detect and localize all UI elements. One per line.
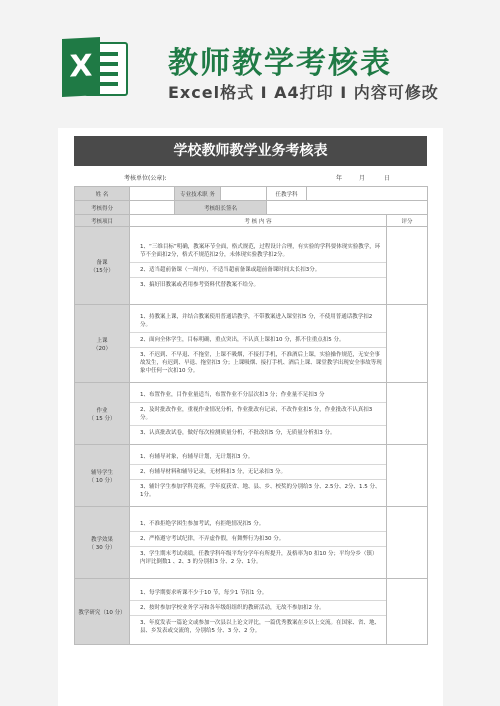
section-name: 辅导学生 [90, 469, 113, 476]
score-input-cell[interactable] [387, 445, 428, 507]
subject-label: 任教学科 [267, 187, 307, 201]
section-points: （ 15 分） [88, 415, 116, 422]
section-name: 教学研究（10 分） [78, 609, 126, 616]
table-row [75, 579, 428, 645]
score-field[interactable] [130, 201, 175, 215]
section-name-cell [75, 579, 130, 645]
criteria-item: 1、持教案上课，并结合教案使用普通话教学，不带教案进入课堂扣5 分，不使用普通话教学扣2分。 [130, 310, 386, 333]
unit-row [74, 170, 427, 184]
col-score-header: 评分 [387, 215, 428, 227]
criteria-item: 2、严格遵守考试纪律，不弄虚作假，有舞弊行为扣30 分。 [130, 532, 386, 547]
criteria-item: 3、辅针学生参加学科竞赛，学年度获省、地、县、乡、校奖的分别给3 分、2.5分、2分、1.5 分、1分。 [140, 483, 381, 498]
criteria-item: 2、有辅导材料和辅导记录，无材料扣3 分，无记录扣3 分。 [130, 465, 386, 480]
section-points: （ 10 分） [88, 477, 116, 484]
col-content-header: 考 核 内 容 [130, 215, 387, 227]
section-points: （ 30 分） [88, 544, 116, 551]
section-name-cell [75, 227, 130, 305]
section-content-cell [130, 383, 387, 445]
form-title: 学校教师教学业务考核表 [74, 136, 427, 166]
section-name: 作业 [96, 407, 108, 414]
subject-field[interactable] [307, 187, 428, 201]
page-subtitle: Excel格式 I A4打印 I 内容可修改 [168, 83, 439, 102]
section-content-cell [130, 507, 387, 579]
criteria-item: 3、认真批改试卷，做好每次检测质量分析，不批改扣5 分，无质量分析扣3 分。 [140, 429, 336, 436]
unit-label: 考核单位(公章): [124, 175, 167, 182]
score-input-cell[interactable] [387, 383, 428, 445]
table-row [75, 445, 428, 507]
section-content-cell [130, 445, 387, 507]
header-banner [0, 0, 500, 125]
section-content-cell [130, 305, 387, 383]
leader-field[interactable] [267, 201, 428, 215]
score-label: 考核得分 [75, 201, 130, 215]
job-title-label: 专业技术职 务 [175, 187, 221, 201]
criteria-item: 3、不迟到、不早退、不拖堂，上课不吸烟，不接打手机，不准酒后上课，实验操作规范，无安全事故发生，有迟到、早退、拖堂扣3 分；上课吸烟、接打手机、酒后上课、课堂教学出现安全事故等现象中任何一次扣10 分。 [140, 351, 382, 374]
section-name: 上课 [96, 337, 108, 344]
name-field[interactable] [130, 187, 175, 201]
col-item-header: 考核项目 [75, 215, 130, 227]
year-label: 年 [336, 175, 343, 182]
score-input-cell[interactable] [387, 227, 428, 305]
excel-logo-icon: X [62, 38, 128, 96]
criteria-item: 3、年度发表一篇论文或参加一次县以上论文评比，一篇优秀教案在乡以上交流。在国家、省、地、县、乡发表或交流的，分别给5 分、3 分、2 分。 [140, 619, 381, 634]
criteria-item: 3、搞好旧教案或者用参考资料代替教案不给分。 [140, 281, 260, 288]
criteria-item: 1、布置作业，目作业量适当，布置作业不分层次扣3 分；作业量不足扣3 分 [130, 388, 386, 403]
table-row [75, 305, 428, 383]
page-title: 教师教学考核表 [168, 46, 392, 81]
leader-label: 考核组长签名 [175, 201, 267, 215]
criteria-item: 2、适当超前备课（一周内），不适当超前备课或超前备课时间太长扣3分。 [130, 263, 386, 278]
section-content-cell [130, 227, 387, 305]
form-sheet [58, 128, 443, 706]
sections-body [75, 227, 428, 645]
section-content-cell [130, 579, 387, 645]
criteria-item: 2、按时参加学校业务学习和各年级组组织的教研活动，无故不参加扣2 分。 [130, 601, 386, 616]
score-input-cell[interactable] [387, 507, 428, 579]
section-name-cell [75, 445, 130, 507]
score-input-cell[interactable] [387, 305, 428, 383]
name-label: 姓 名 [75, 187, 130, 201]
assessment-table [74, 186, 428, 645]
section-points: （15分） [90, 267, 114, 274]
criteria-item: 1、每学期要求听课不少于10 节，每少1 节扣1 分。 [130, 586, 386, 601]
criteria-item: 2、面向全体学生，目标明确，重点突出，不认真上课扣10 分，抓不住重点扣5 分。 [130, 333, 386, 348]
score-input-cell[interactable] [387, 579, 428, 645]
table-row [75, 507, 428, 579]
table-row [75, 383, 428, 445]
criteria-item: 1、“三维目标”明确，教案环节全面，格式规范，过程设计合理，有实验的学科要体现实验教学，环节不全面扣2分，格式不规范扣2分，未体现实验教学扣2分。 [130, 240, 386, 263]
criteria-item: 1、有辅导对象，有辅导计划，无计划扣3 分。 [130, 450, 386, 465]
month-label: 月 [359, 175, 366, 182]
table-row [75, 227, 428, 305]
day-label: 日 [384, 175, 391, 182]
section-name-cell [75, 383, 130, 445]
job-title-field[interactable] [221, 187, 267, 201]
criteria-item: 3、学生期末考试成绩，任教学科年级平均分学年有所提升，及格率为0 扣10 分；平均分乡（镇）内评比倒数1 、2、3 的分别扣3 分、2 分、1分。 [140, 550, 378, 565]
section-name-cell [75, 305, 130, 383]
section-name-cell [75, 507, 130, 579]
section-name: 备课 [96, 259, 108, 266]
criteria-item: 2、及时批改作业，重视作业情况分析，作业批改有记录，不改作业扣5 分，作业批改不认真扣3 分。 [130, 403, 386, 426]
section-points: （20） [93, 345, 111, 352]
section-name: 教学效果 [90, 536, 113, 543]
criteria-item: 1、不准拒绝学困生参加考试，有拒绝情况扣5 分。 [130, 517, 386, 532]
